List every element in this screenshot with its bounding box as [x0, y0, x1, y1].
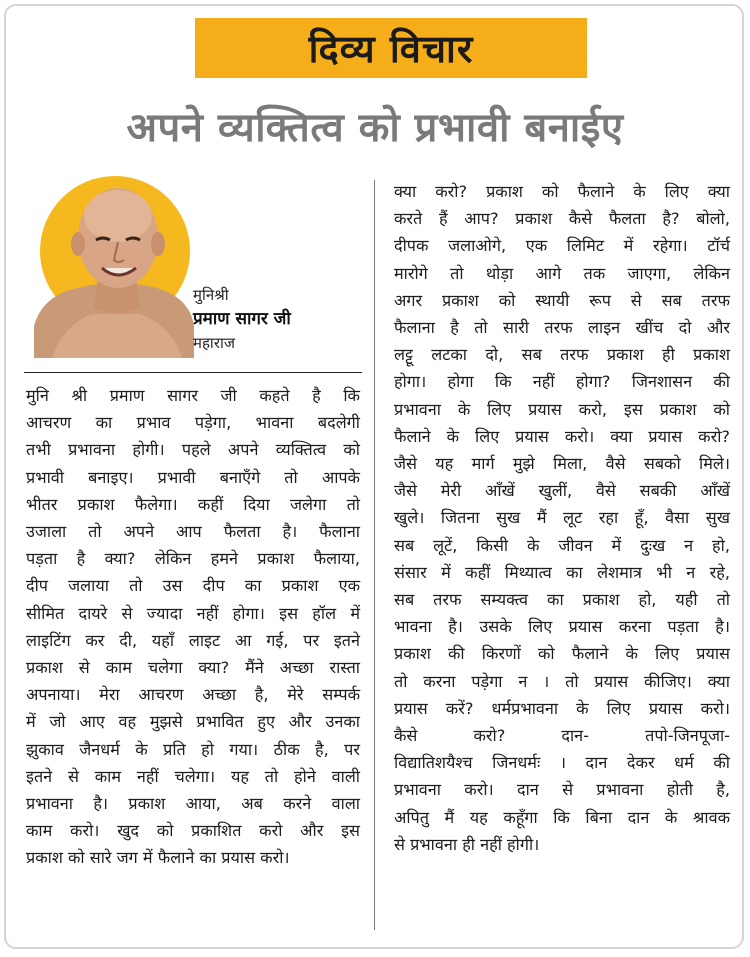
text-line: सब लूटें, किसी के जीवन में दुःख न हो,: [394, 535, 730, 555]
text-line: में जो आए वह मुझसे प्रभावित हुए और उनका: [26, 712, 360, 732]
text-line: तभी प्रभावना होगी। पहले अपने व्यक्तित्व को: [26, 440, 360, 460]
text-line: जैसे मेरी आँखें खुलीं, वैसे सबकी आँखें: [394, 481, 730, 501]
text-line: संसार में कहीं मिथ्यात्व का लेशमात्र भी न रहे,: [394, 562, 730, 582]
author-byline: [193, 283, 291, 355]
text-line: भावना है। उसके लिए प्रयास करना पड़ता है।: [394, 617, 730, 637]
text-line: प्रयास करें? धर्मप्रभावना के लिए प्रयास करो।: [394, 698, 730, 718]
author-name: प्रमाण सागर जी: [193, 309, 291, 329]
author-portrait: [32, 176, 200, 358]
article-column-right: [394, 178, 730, 858]
text-line: जैसे यह मार्ग मुझे मिला, वैसे सबको मिले।: [394, 454, 730, 474]
text-line: फैलाने के लिए प्रयास करो। क्या प्रयास करो?: [394, 426, 730, 446]
text-line: प्रकाश को सारे जग में फैलाने का प्रयास करो।: [26, 848, 290, 868]
text-line: झुकाव जैनधर्म के प्रति हो गया। ठीक है, पर: [26, 739, 360, 759]
text-line: होगा। होगा कि नहीं होगा? जिनशासन की: [394, 372, 730, 392]
text-line: से प्रभावना ही नहीं होगी।: [394, 834, 540, 854]
section-tag: दिव्य विचार: [308, 27, 474, 71]
text-line: मारोगे तो थोड़ा आगे तक जाएगा, लेकिन: [394, 263, 730, 283]
text-line: काम करो। खुद को प्रकाशित करो और इस: [26, 821, 360, 841]
text-line: करते हैं आप? प्रकाश कैसे फैलता है? बोलो,: [394, 209, 730, 229]
author-prefix: मुनिश्री: [193, 286, 229, 304]
text-line: कैसे करो? दान- तपो-जिनपूजा-: [394, 726, 730, 746]
text-line: सब तरफ सम्यक्त्व का प्रकाश हो, यही तो: [394, 590, 730, 610]
text-line: खुले। जितना सुख मैं लूट रहा हूँ, वैसा सुख: [394, 508, 730, 528]
text-line: प्रकाश की किरणों को फैलाने के लिए प्रयास: [394, 644, 730, 664]
article-headline: अपने व्यक्तित्व को प्रभावी बनाईए: [126, 105, 624, 151]
text-line: सीमित दायरे से ज्यादा नहीं होगा। इस हॉल में: [26, 603, 360, 623]
text-line: तो करना पड़ेगा न । तो प्रयास कीजिए। क्या: [394, 671, 730, 691]
text-line: इतने से काम नहीं चलेगा। यह तो होने वाली: [26, 766, 360, 786]
section-tag-banner: [195, 18, 587, 78]
monk-photo: [32, 176, 200, 358]
text-line: मुनि श्री प्रमाण सागर जी कहते है कि: [26, 386, 360, 405]
text-line: दीपक जलाओगे, एक लिमिट में रहेगा। टॉर्च: [394, 236, 730, 256]
text-line: अगर प्रकाश को स्थायी रूप से सब तरफ: [394, 290, 730, 310]
text-line: लाइटिंग कर दी, यहाँ लाइट आ गई, पर इतने: [26, 630, 360, 650]
text-line: पड़ता है क्या? लेकिन हमने प्रकाश फैलाया,: [26, 549, 360, 569]
text-line: प्रभावना है। प्रकाश आया, अब करने वाला: [26, 794, 360, 814]
article-column-left: [26, 382, 360, 872]
text-line: भीतर प्रकाश फैलेगा। कहीं दिया जलेगा तो: [26, 494, 360, 514]
text-line: क्या करो? प्रकाश को फैलाने के लिए क्या: [394, 182, 730, 201]
byline-rule: [24, 372, 362, 373]
text-line: प्रभावना करो। दान से प्रभावना होती है,: [394, 780, 730, 800]
text-line: आचरण का प्रभाव पड़ेगा, भावना बदलेगी: [26, 413, 360, 433]
text-line: उजाला तो अपने आप फैलता है। फैलाना: [26, 522, 360, 542]
text-line: अपितु मैं यह कहूँगा कि बिना दान के श्रावक: [394, 807, 730, 827]
text-line: प्रभावी बनाइए। प्रभावी बनाएँगे तो आपके: [26, 467, 360, 487]
text-line: विद्यातिशयैश्च जिनधर्मः । दान देकर धर्म की: [394, 753, 730, 773]
text-line: दीप जलाया तो उस दीप का प्रकाश एक: [26, 576, 360, 596]
text-line: लट्टू लटका दो, सब तरफ प्रकाश ही प्रकाश: [394, 345, 730, 365]
author-suffix: महाराज: [193, 334, 235, 352]
text-line: प्रकाश से काम चलेगा क्या? मैंने अच्छा रास्ता: [26, 658, 360, 678]
text-line: अपनाया। मेरा आचरण अच्छा है, मेरे सम्पर्क: [26, 685, 360, 705]
text-line: प्रभावना के लिए प्रयास करो, इस प्रकाश को: [394, 399, 730, 419]
text-line: फैलाना है तो सारी तरफ लाइन खींच दो और: [394, 318, 730, 338]
column-divider: [374, 180, 375, 930]
